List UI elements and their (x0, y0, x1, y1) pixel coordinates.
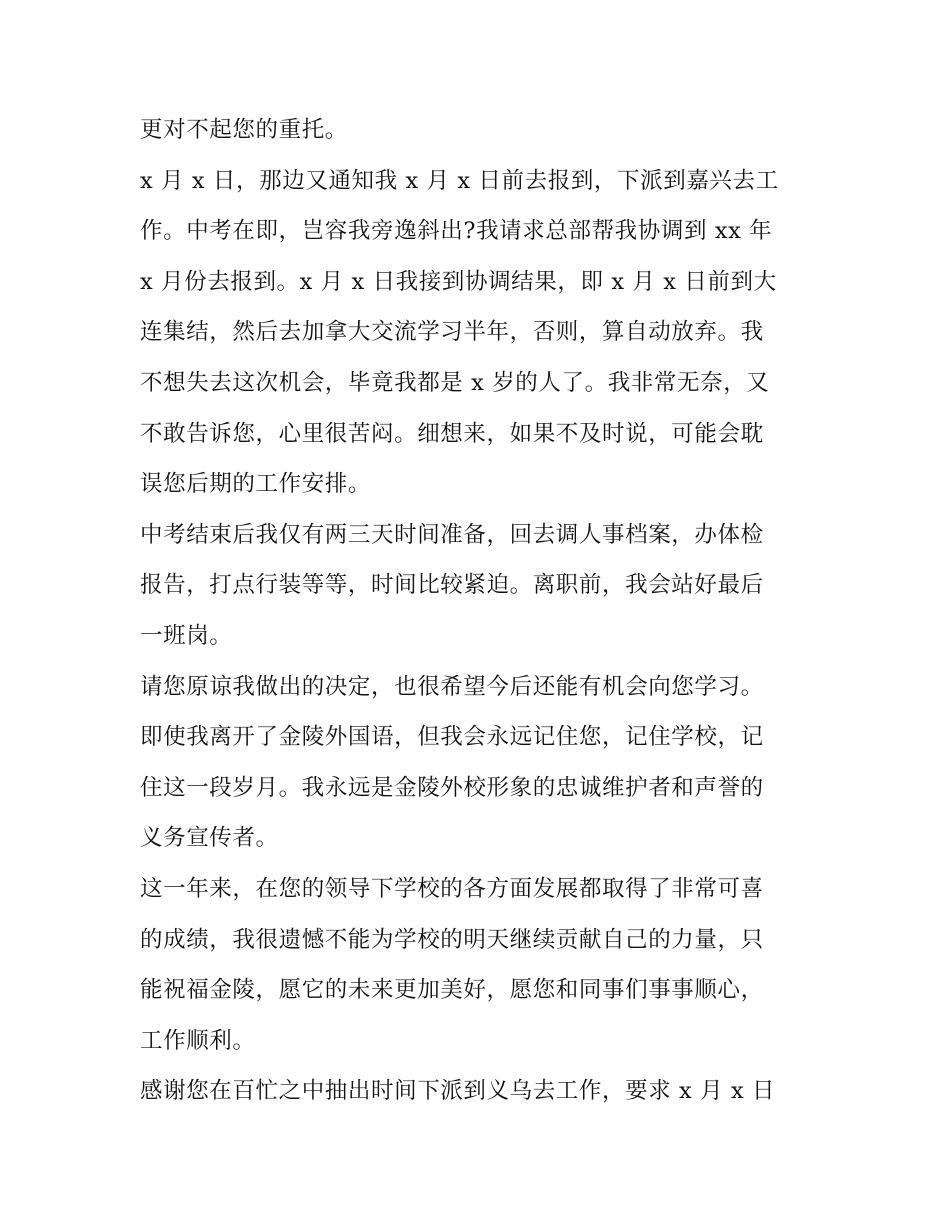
text-line: 能祝福金陵，愿它的未来更加美好，愿您和同事们事事顺心， (140, 977, 764, 1004)
text-line: 即使我离开了金陵外国语，但我会永远记住您，记住学校，记 (140, 724, 764, 751)
text-line: 更对不起您的重托。 (140, 117, 348, 143)
text-line: 感谢您在百忙之中抽出时间下派到义乌去工作，要求 x 月 x 日 (140, 1078, 776, 1105)
text-line: 这一年来，在您的领导下学校的各方面发展都取得了非常可喜 (140, 875, 764, 902)
text-line: 作。中考在即，岂容我旁逸斜出?我请求总部帮我协调到 xx 年 (140, 218, 773, 245)
text-line: 的成绩，我很遗憾不能为学校的明天继续贡献自己的力量，只 (140, 926, 764, 953)
text-line: 请您原谅我做出的决定，也很希望今后还能有机会向您学习。 (140, 673, 764, 700)
text-line: 误您后期的工作安排。 (140, 471, 372, 498)
text-line: x 月份去报到。x 月 x 日我接到协调结果，即 x 月 x 日前到大 (140, 268, 777, 295)
text-line: 义务宣传者。 (140, 825, 279, 852)
text-line: 报告，打点行装等等，时间比较紧迫。离职前，我会站好最后 (140, 572, 764, 599)
text-line: 工作顺利。 (140, 1027, 256, 1054)
text-line: x 月 x 日，那边又通知我 x 月 x 日前去报到，下派到嘉兴去工 (140, 167, 779, 194)
text-line: 不想失去这次机会，毕竟我都是 x 岁的人了。我非常无奈，又 (140, 369, 770, 396)
text-line: 中考结束后我仅有两三天时间准备，回去调人事档案，办体检 (140, 521, 764, 548)
text-line: 一班岗。 (140, 622, 233, 649)
document-body (140, 105, 820, 1117)
text-line: 不敢告诉您，心里很苦闷。细想来，如果不及时说，可能会耽 (140, 420, 764, 447)
text-line: 住这一段岁月。我永远是金陵外校形象的忠诚维护者和声誉的 (140, 774, 764, 801)
text-line: 连集结，然后去加拿大交流学习半年，否则，算自动放弃。我 (140, 319, 764, 346)
